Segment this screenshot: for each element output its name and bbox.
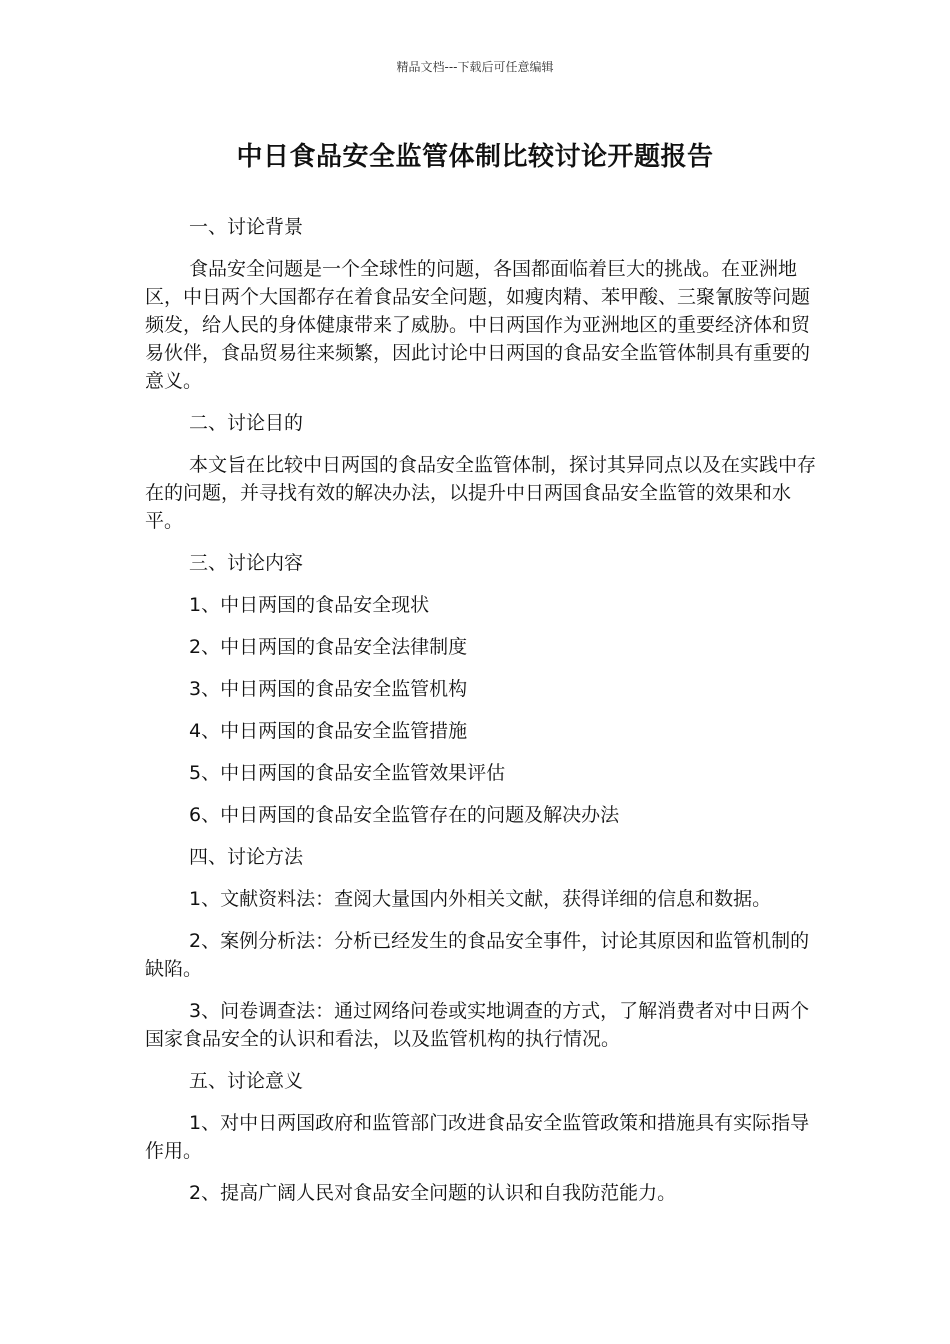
list-item-significance-1: 1、对中日两国政府和监管部门改进食品安全监管政策和措施具有实际指导作用。 xyxy=(145,1112,810,1162)
list-item-content-3: 3、中日两国的食品安全监管机构 xyxy=(189,678,468,700)
section-heading-significance: 五、讨论意义 xyxy=(189,1070,304,1092)
section-heading-methods: 四、讨论方法 xyxy=(189,846,304,868)
list-item-content-6: 6、中日两国的食品安全监管存在的问题及解决办法 xyxy=(189,804,620,826)
list-item-content-4: 4、中日两国的食品安全监管措施 xyxy=(189,720,468,742)
document-title: 中日食品安全监管体制比较讨论开题报告 xyxy=(236,142,714,172)
list-item-content-2: 2、中日两国的食品安全法律制度 xyxy=(189,636,468,658)
list-item-significance-2: 2、提高广阔人民对食品安全问题的认识和自我防范能力。 xyxy=(189,1182,677,1204)
list-item-content-5: 5、中日两国的食品安全监管效果评估 xyxy=(189,762,506,784)
document-body xyxy=(145,213,825,1221)
list-item-method-3: 3、问卷调查法：通过网络问卷或实地调查的方式，了解消费者对中日两个国家食品安全的认识和看法，以及监管机构的执行情况。 xyxy=(145,1000,810,1050)
section-heading-content: 三、讨论内容 xyxy=(189,552,304,574)
list-item-method-2: 2、案例分析法：分析已经发生的食品安全事件，讨论其原因和监管机制的缺陷。 xyxy=(145,930,810,980)
paragraph-purpose: 本文旨在比较中日两国的食品安全监管体制，探讨其异同点以及在实践中存在的问题，并寻找有效的解决办法，以提升中日两国食品安全监管的效果和水平。 xyxy=(145,454,817,532)
list-item-content-1: 1、中日两国的食品安全现状 xyxy=(189,594,430,616)
paragraph-background: 食品安全问题是一个全球性的问题，各国都面临着巨大的挑战。在亚洲地区，中日两个大国都存在着食品安全问题，如瘦肉精、苯甲酸、三聚氰胺等问题频发，给人民的身体健康带来了威胁。中日两国作为亚洲地区的重要经济体和贸易伙伴，食品贸易往来频繁，因此讨论中日两国的食品安全监管体制具有重要的意义。 xyxy=(145,258,811,392)
section-heading-purpose: 二、讨论目的 xyxy=(189,412,304,434)
page-header-note: 精品文档---下载后可任意编辑 xyxy=(396,60,554,74)
list-item-method-1: 1、文献资料法：查阅大量国内外相关文献，获得详细的信息和数据。 xyxy=(189,888,772,910)
section-heading-background: 一、讨论背景 xyxy=(189,216,304,238)
